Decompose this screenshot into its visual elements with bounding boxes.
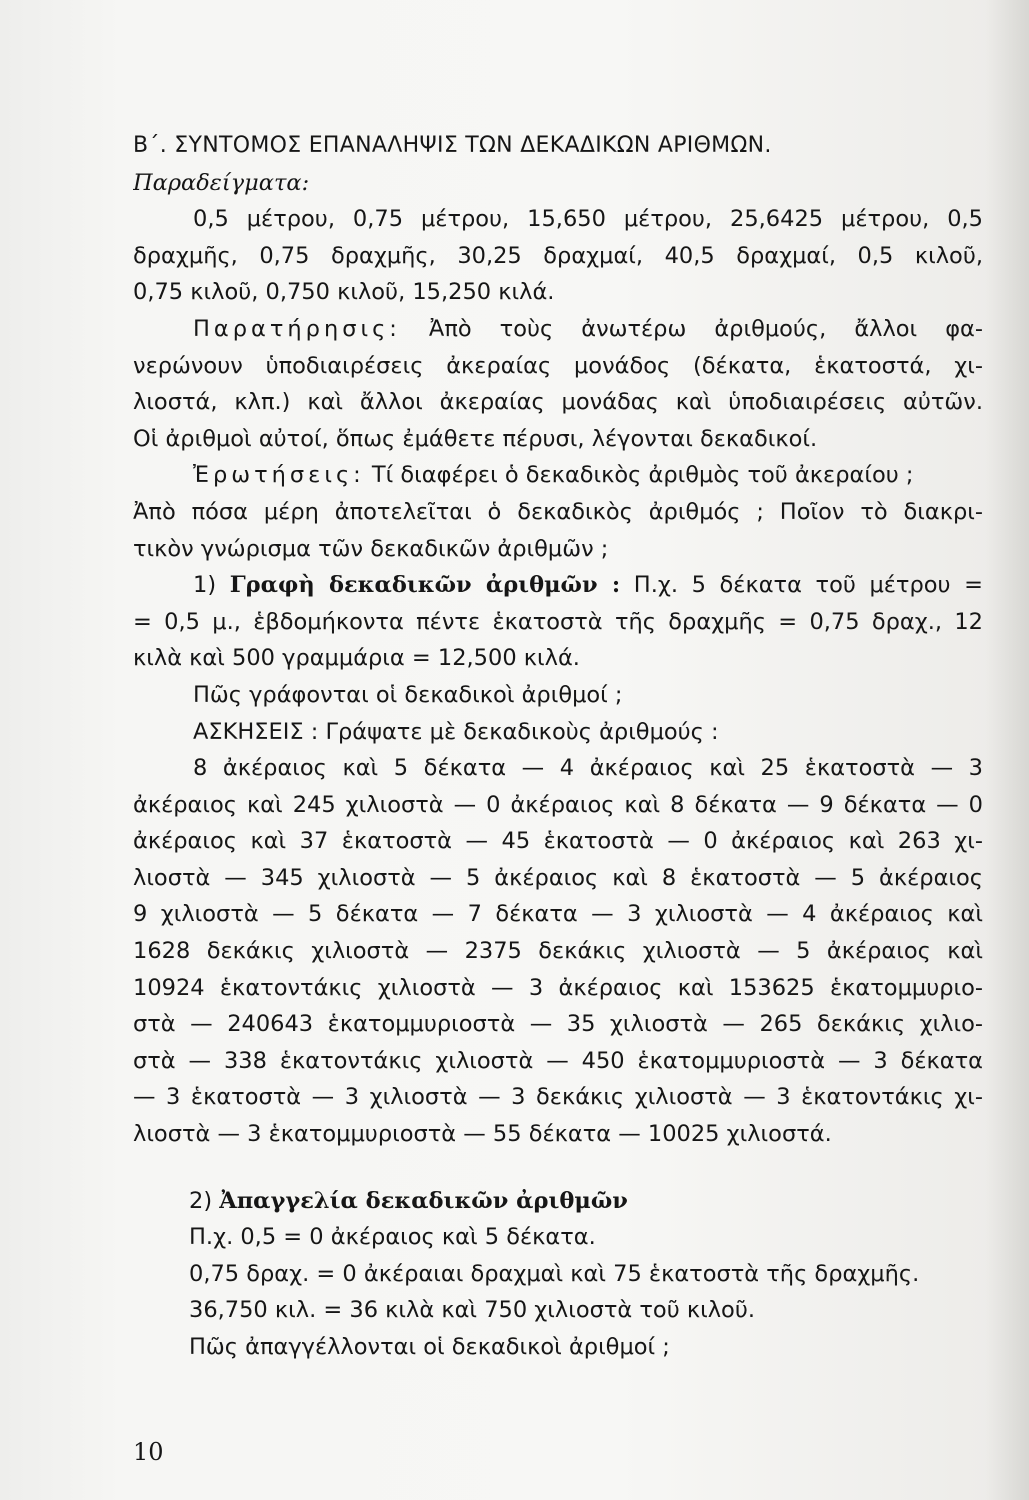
section1-question: Πῶς γράφονται οἱ δεκαδικοὶ ἀριθμοί ;	[193, 681, 623, 708]
section2-line: Π.χ. 0,5 = 0 ἀκέραιος καὶ 5 δέκατα.	[189, 1224, 596, 1251]
exercise-line: — 3 ἑκατοστὰ — 3 χιλιοστὰ — 3 δεκάκις χιλιοστὰ — 3 ἑκατοντάκις χι-	[133, 1084, 983, 1111]
questions-line: Ἀπὸ πόσα μέρη ἀποτελεῖται ὁ δεκαδικὸς ἀριθμός ; Ποῖον τὸ διακρι-	[133, 498, 983, 525]
questions-line: τικὸν γνώρισμα τῶν δεκαδικῶν ἀριθμῶν ;	[133, 535, 609, 562]
page-number: 10	[133, 1438, 164, 1466]
examples-line: 0,5 μέτρου, 0,75 μέτρου, 15,650 μέτρου, 25,6425 μέτρου, 0,5	[193, 206, 983, 233]
remark-first-line	[133, 311, 983, 348]
section-heading: Β΄. ΣΥΝΤΟΜΟΣ ΕΠΑΝΑΛΗΨΙΣ ΤΩΝ ΔΕΚΑΔΙΚΩΝ ΑΡΙΘΜΩΝ.	[133, 133, 772, 158]
questions-label: Ἐρωτήσεις:	[193, 462, 365, 489]
exercises-intro: Γράψατε μὲ δεκαδικοὺς ἀριθμούς :	[325, 718, 719, 745]
remark-line: Οἱ ἀριθμοὶ αὐτοί, ὅπως ἐμάθετε πέρυσι, λέγονται δεκαδικοί.	[133, 425, 818, 452]
remark-label: Παρατήρησις:	[193, 315, 401, 342]
page-content	[133, 128, 983, 1366]
exercise-line: ἀκέραιος καὶ 245 χιλιοστὰ — 0 ἀκέραιος καὶ 8 δέκατα — 9 δέκατα — 0	[133, 791, 983, 818]
exercises-label: ΑΣΚΗΣΕΙΣ :	[193, 718, 319, 745]
examples-line: δραχμῆς, 0,75 δραχμῆς, 30,25 δραχμαί, 40,5 δραχμαί, 0,5 κιλοῦ,	[133, 242, 983, 269]
examples-label: Παραδείγματα:	[133, 169, 310, 196]
section1-text: Π.χ. 5 δέκατα τοῦ μέτρου =	[633, 572, 983, 599]
remark-line: νερώνουν ὑποδιαιρέσεις ἀκεραίας μονάδος (δέκατα, ἑκατοστά, χι-	[133, 352, 983, 379]
exercise-line: στὰ — 240643 ἑκατομμυριοστὰ — 35 χιλιοστὰ — 265 δεκάκις χιλιο-	[133, 1011, 983, 1038]
remark-line: λιοστά, κλπ.) καὶ ἄλλοι ἀκεραίας μονάδας καὶ ὑποδιαιρέσεις αὐτῶν.	[133, 389, 983, 416]
exercise-line: 10924 ἑκατοντάκις χιλιοστὰ — 3 ἀκέραιος καὶ 153625 ἑκατομμυριο-	[133, 974, 983, 1001]
section-spacer	[133, 1153, 983, 1183]
exercise-line: λιοστὰ — 345 χιλιοστὰ — 5 ἀκέραιος καὶ 8 ἑκατοστὰ — 5 ἀκέραιος	[133, 864, 983, 891]
section1-title: Γραφὴ δεκαδικῶν ἀριθμῶν :	[229, 572, 621, 599]
examples-line: 0,75 κιλοῦ, 0,750 κιλοῦ, 15,250 κιλά.	[133, 279, 555, 306]
remark-text: Ἀπὸ τοὺς ἀνωτέρω ἀριθμούς, ἄλλοι φα-	[428, 315, 983, 342]
questions-text: Τί διαφέρει ὁ δεκαδικὸς ἀριθμὸς τοῦ ἀκεραίου ;	[371, 462, 914, 489]
exercise-line: ἀκέραιος καὶ 37 ἑκατοστὰ — 45 ἑκατοστὰ — 0 ἀκέραιος καὶ 263 χι-	[133, 828, 983, 855]
section1-number: 1)	[193, 572, 217, 599]
section2-line: Πῶς ἀπαγγέλλονται οἱ δεκαδικοὶ ἀριθμοί ;	[189, 1334, 670, 1360]
section2-number: 2)	[189, 1187, 213, 1214]
questions-first-line	[133, 457, 983, 494]
section1-first-line	[133, 567, 983, 604]
page-edge-shadow	[985, 0, 1029, 1500]
section1-line: = 0,5 μ., ἑβδομήκοντα πέντε ἑκατοστὰ τῆς δραχμῆς = 0,75 δραχ., 12	[133, 608, 983, 635]
exercise-line: 1628 δεκάκις χιλιοστὰ — 2375 δεκάκις χιλιοστὰ — 5 ἀκέραιος καὶ	[133, 938, 983, 965]
section2-line: 0,75 δραχ. = 0 ἀκέραιαι δραχμαὶ καὶ 75 ἑκατοστὰ τῆς δραχμῆς.	[189, 1260, 920, 1287]
exercise-line: 8 ἀκέραιος καὶ 5 δέκατα — 4 ἀκέραιος καὶ 25 ἑκατοστὰ — 3	[193, 755, 983, 782]
section2-heading	[133, 1183, 983, 1220]
exercise-line: στὰ — 338 ἑκατοντάκις χιλιοστὰ — 450 ἑκατομμυριοστὰ — 3 δέκατα	[133, 1047, 983, 1074]
exercise-line: 9 χιλιοστὰ — 5 δέκατα — 7 δέκατα — 3 χιλιοστὰ — 4 ἀκέραιος καὶ	[133, 901, 983, 928]
exercise-line: λιοστὰ — 3 ἑκατομμυριοστὰ — 55 δέκατα — 10025 χιλιοστά.	[133, 1121, 832, 1148]
section2-line: 36,750 κιλ. = 36 κιλὰ καὶ 750 χιλιοστὰ τοῦ κιλοῦ.	[189, 1297, 755, 1324]
exercises-first-line	[133, 714, 983, 751]
section1-line: κιλὰ καὶ 500 γραμμάρια = 12,500 κιλά.	[133, 645, 580, 672]
section2-title: Ἀπαγγελία δεκαδικῶν ἀριθμῶν	[219, 1187, 628, 1214]
